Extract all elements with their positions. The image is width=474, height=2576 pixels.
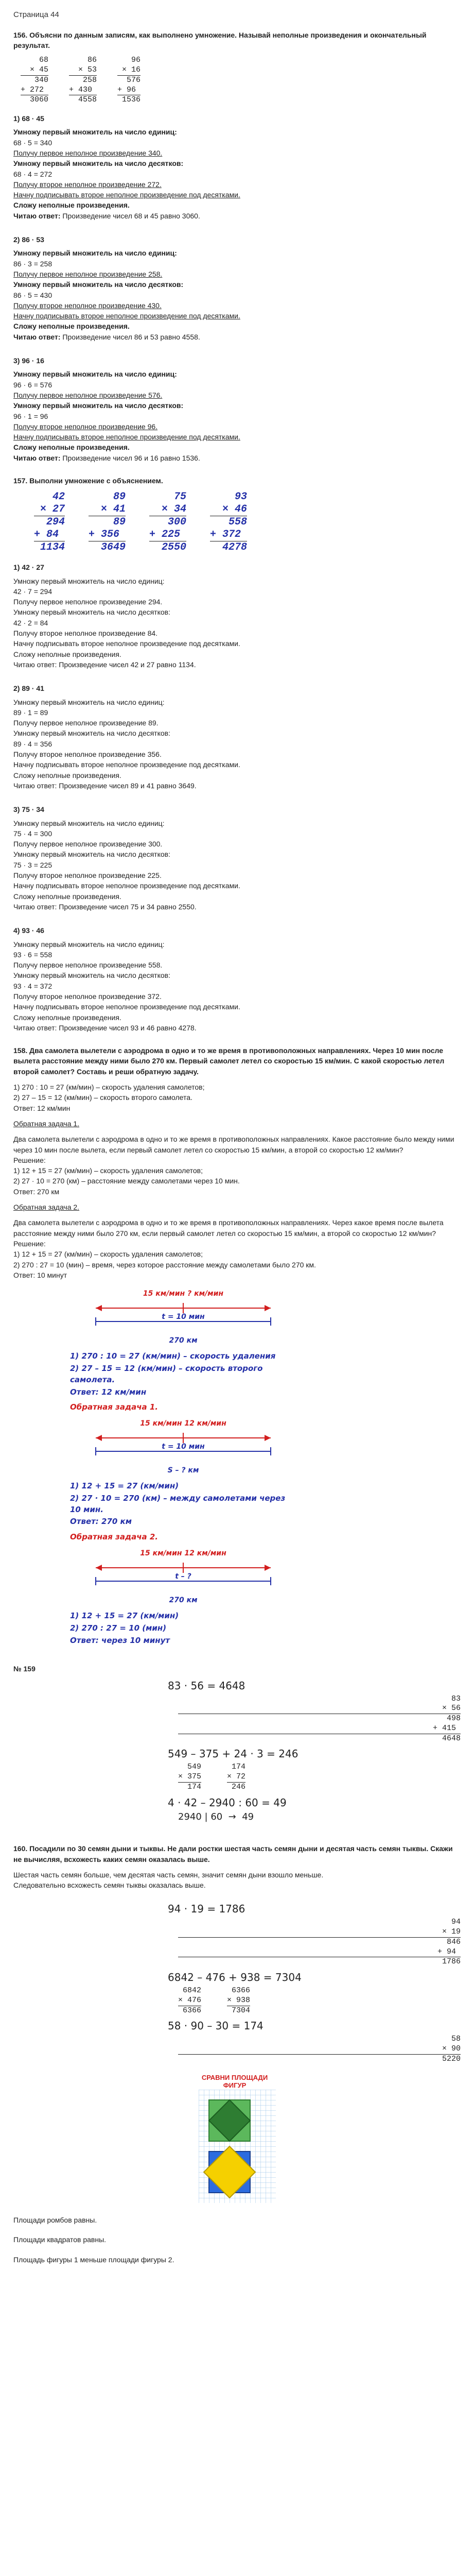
p156-part-2-line: 86 · 5 = 430 xyxy=(13,291,52,299)
inverse-1-text: Два самолета вылетели с аэродрома в одно и то же время в противоположных направлениях. Какое расстояние было между ними через 10 мин после вылета, если первый самолет летел со скоростью 15 км/мин, а второй со скоростью 12 км/мин? xyxy=(13,1135,457,1154)
p159-add-a: 174 xyxy=(232,1762,246,1772)
figure-shapes xyxy=(199,2090,276,2203)
p157-part-1-line: 42 · 2 = 84 xyxy=(13,618,48,627)
hw-line-9: Ответ: через 10 минут xyxy=(70,1635,170,1645)
p157-col-3 xyxy=(149,491,186,554)
p157-part-2-line: Читаю ответ: Произведение чисел 89 и 41 равно 3649. xyxy=(13,781,197,790)
p157-col-1-a: 42 xyxy=(52,491,65,503)
p160-hw-row-3: 58 · 90 – 30 = 174 xyxy=(168,2020,264,2032)
p159-add-b: × 72 xyxy=(227,1772,246,1782)
page-header: Страница 44 xyxy=(13,10,59,19)
p157-part-2-line: Начну подписывать второе неполное произведение под десятками. xyxy=(13,760,240,769)
p157-col-2-p2: + 356 xyxy=(89,529,126,541)
compare-areas-figure xyxy=(199,2074,461,2206)
p157-part-4-line: 93 · 6 = 558 xyxy=(13,950,52,959)
p156-part-2-title: 2) 86 · 53 xyxy=(13,235,44,244)
p160-line-2: Следовательно всхожесть семян тыквы оказалась выше. xyxy=(13,1881,206,1890)
p156-part-1-line xyxy=(13,211,461,221)
p159-col-b: × 56 xyxy=(442,1704,461,1713)
hw-line-7: 1) 12 + 15 = 27 (км/мин) xyxy=(70,1611,179,1621)
end-line-2: Площади квадратов равны. xyxy=(13,2235,107,2244)
inverse-2-solution xyxy=(13,1249,461,1280)
p159-sub-result: 174 xyxy=(178,1782,201,1792)
inverse-2-line: Ответ: 10 минут xyxy=(13,1270,67,1279)
p157-col-1-b: × 27 xyxy=(40,503,65,516)
p160-column-multiplication-1 xyxy=(178,1918,461,1967)
p157-part-4-line: Получу первое неполное произведение 558. xyxy=(13,961,163,970)
p156-col-3-a: 96 xyxy=(131,56,141,65)
p156-part-1-title: 1) 68 · 45 xyxy=(13,114,44,123)
p156-part-2-line: 86 · 3 = 258 xyxy=(13,259,52,268)
p156-part-3-title: 3) 96 · 16 xyxy=(13,357,44,365)
p157-col-3-p2: + 225 xyxy=(149,529,187,541)
answer-label: Читаю ответ: xyxy=(13,332,61,341)
p159-sub-a: 549 xyxy=(187,1762,202,1772)
p156-part-2-line: Умножу первый множитель на число десятков: xyxy=(13,280,184,289)
spacer xyxy=(13,912,461,917)
p160-col-1-a: 94 xyxy=(451,1918,461,1927)
answer-text: Произведение чисел 96 и 16 равно 1536. xyxy=(60,453,200,462)
p156-part-3-line: Умножу первый множитель на число единиц: xyxy=(13,370,177,379)
p156-part-2-line: Получу второе неполное произведение 430. xyxy=(13,301,162,310)
p157-col-3-b: × 34 xyxy=(162,503,187,516)
p156-part-1-line: Начну подписывать второе неполное произведение под десятками. xyxy=(13,191,240,199)
hw-inverse-2-title: Обратная задача 2. xyxy=(70,1532,158,1542)
diagram-3-speed: 15 км/мин 12 км/мин xyxy=(140,1549,226,1557)
p156-col-2-b: × 53 xyxy=(78,65,97,75)
p156-col-2-a: 86 xyxy=(87,56,97,65)
diagram-2 xyxy=(91,1418,276,1476)
p157-part-3-line: Получу первое неполное произведение 300. xyxy=(13,840,163,849)
inverse-1-solution-label: Решение: xyxy=(13,1156,46,1164)
p159-add xyxy=(227,1762,245,1792)
p160-sub-result: 6366 xyxy=(178,2006,201,2016)
diagram-3-time: t – ? xyxy=(175,1572,191,1581)
p157-part-1-line: Читаю ответ: Произведение чисел 42 и 27 равно 1134. xyxy=(13,660,196,669)
diagram-2-speed: 15 км/мин 12 км/мин xyxy=(140,1419,226,1428)
p156-part-1-line: Умножу первый множитель на число десятков: xyxy=(13,159,184,168)
p157-col-4-p2: + 372 xyxy=(210,529,248,541)
p160-column-operations xyxy=(178,1986,461,2015)
diagram-3-distance: 270 км xyxy=(169,1596,198,1604)
p159-col xyxy=(178,1694,461,1744)
p157-part-4-line: Начну подписывать второе неполное произведение под десятками. xyxy=(13,1003,240,1011)
p157-part-4-line: 93 · 4 = 372 xyxy=(13,981,52,990)
p156-part-1-line: 68 · 4 = 272 xyxy=(13,170,52,178)
spacer xyxy=(13,670,461,675)
p160-column-multiplication-2 xyxy=(178,2035,461,2064)
hw-inverse-1-title: Обратная задача 1. xyxy=(70,1402,158,1412)
p157-col-4 xyxy=(210,491,247,554)
p157-col-3-a: 75 xyxy=(174,491,187,503)
diagram-3 xyxy=(91,1548,276,1605)
p159-add-result: 246 xyxy=(227,1782,245,1792)
answer-text: Произведение чисел 68 и 45 равно 3060. xyxy=(60,211,200,220)
p160-add-result: 7304 xyxy=(227,2006,250,2016)
hw-line-5: 2) 27 · 10 = 270 (км) – между самолетами через 10 мин. xyxy=(70,1493,286,1514)
problem-157-heading: 157. Выполни умножение с объяснением. xyxy=(13,477,163,485)
inverse-2-line: 2) 270 : 27 = 10 (мин) – время, через которое расстояние между самолетами было 270 км. xyxy=(13,1260,316,1269)
p156-part-2-line: Получу первое неполное произведение 258. xyxy=(13,269,163,278)
p159-col-result: 4648 xyxy=(178,1734,461,1744)
p157-part-2-title: 2) 89 · 41 xyxy=(13,684,44,693)
p157-part-4-line: Читаю ответ: Произведение чисел 93 и 46 равно 4278. xyxy=(13,1023,197,1032)
p156-col-2-p1: 258 xyxy=(69,75,97,86)
p160-col-1-b: × 19 xyxy=(442,1927,461,1937)
p156-col-2-p2: + 430 xyxy=(69,85,97,94)
p156-col-1-p2: + 272 xyxy=(21,85,49,94)
p156-col-2 xyxy=(69,56,97,105)
hw-line-1: 1) 270 : 10 = 27 (км/мин) – скорость удаления xyxy=(70,1351,276,1361)
p160-line-1: Шестая часть семян больше, чем десятая часть семян, значит семян дыни взошло меньше. xyxy=(13,1870,324,1879)
p159-column-multiplication xyxy=(178,1694,461,1744)
hw-line-2: 2) 27 – 15 = 12 (км/мин) – скорость второго самолета. xyxy=(70,1364,263,1384)
p157-part-3-line: Сложу неполные произведения. xyxy=(13,892,121,901)
problem-159-label: № 159 xyxy=(13,1665,36,1673)
p157-col-2 xyxy=(89,491,126,554)
inverse-2-line: 1) 12 + 15 = 27 (км/мин) – скорость удаления самолетов; xyxy=(13,1250,203,1259)
p156-part-2-line: Начну подписывать второе неполное произведение под десятками. xyxy=(13,312,240,320)
p157-part-3-line: Читаю ответ: Произведение чисел 75 и 34 равно 2550. xyxy=(13,902,197,911)
problem-159-handwritten xyxy=(168,1680,461,1823)
problem-156-heading: 156. Объясни по данным записям, как выполнено умножение. Называй неполные произведения и окончательный результат. xyxy=(13,30,427,50)
p156-part-3-line: 96 · 1 = 96 xyxy=(13,412,48,420)
p156-part-3-line: 96 · 6 = 576 xyxy=(13,380,52,389)
p157-part-3-line: Умножу первый множитель на число единиц: xyxy=(13,819,165,827)
p156-part-3-line xyxy=(13,453,461,463)
p157-part-4-title: 4) 93 · 46 xyxy=(13,926,44,935)
p157-col-1 xyxy=(34,491,65,554)
inverse-1-line: 2) 27 · 10 = 270 (км) – расстояние между самолетами через 10 мин. xyxy=(13,1177,240,1185)
p159-row-2: 549 – 375 + 24 · 3 = 246 xyxy=(168,1748,299,1760)
p157-part-1-line: 42 · 7 = 294 xyxy=(13,587,52,596)
p156-part-2-line: Умножу первый множитель на число единиц: xyxy=(13,249,177,258)
p159-sub-b: × 375 xyxy=(178,1772,202,1782)
spacer xyxy=(13,221,461,226)
p160-add xyxy=(227,1986,250,2015)
p159-column-operations xyxy=(178,1762,461,1792)
p157-col-4-b: × 46 xyxy=(222,503,248,516)
problem-158-solution xyxy=(13,1082,461,1113)
figure-title: СРАВНИ ПЛОЩАДИ ФИГУР xyxy=(201,2073,268,2090)
p157-part-1-title: 1) 42 · 27 xyxy=(13,563,44,572)
p156-part-1-line: Умножу первый множитель на число единиц: xyxy=(13,128,177,137)
p160-hw-row-2: 6842 – 476 + 938 = 7304 xyxy=(168,1971,302,1984)
p156-part-3-line: Получу первое неполное произведение 576. xyxy=(13,391,163,399)
p157-col-1-p1: 294 xyxy=(34,516,65,529)
inverse-2-title: Обратная задача 2. xyxy=(13,1203,80,1212)
p157-part-3-line: Начну подписывать второе неполное произведение под десятками. xyxy=(13,882,240,890)
p158-solution-line: Ответ: 12 км/мин xyxy=(13,1104,71,1112)
hw-line-8: 2) 270 : 27 = 10 (мин) xyxy=(70,1623,167,1633)
p157-col-4-p1: 558 xyxy=(210,516,247,529)
p156-part-3-line: Сложу неполные произведения. xyxy=(13,443,130,452)
p157-part-4-line: Сложу неполные произведения. xyxy=(13,1013,121,1022)
p160-sub-a: 6842 xyxy=(183,1986,202,1995)
p157-part-4-line: Умножу первый множитель на число единиц: xyxy=(13,940,165,948)
answer-label: Читаю ответ: xyxy=(13,453,61,462)
p160-col-1-p1: 846 xyxy=(178,1937,461,1947)
p156-part-1-line: Получу первое неполное произведение 340. xyxy=(13,148,163,157)
diagram-2-distance: S – ? км xyxy=(167,1466,199,1475)
p158-solution-line: 1) 270 : 10 = 27 (км/мин) – скорость удаления самолетов; xyxy=(13,1083,205,1092)
p159-col-a: 83 xyxy=(451,1694,461,1703)
problem-160-heading: 160. Посадили по 30 семян дыни и тыквы. Не дали ростки шестая часть семян дыни и десятая часть семян тыквы. Скажи не вычисляя, всхожесть каких семян оказалась выше. xyxy=(13,1844,453,1863)
p160-sub xyxy=(178,1986,201,2015)
p156-part-1-line: 68 · 5 = 340 xyxy=(13,138,52,147)
diagram-1-time: t = 10 мин xyxy=(162,1312,205,1321)
p157-part-2-line: Получу первое неполное произведение 89. xyxy=(13,719,159,727)
p157-part-2-line: Сложу неполные произведения. xyxy=(13,771,121,779)
p160-col-1 xyxy=(178,1918,461,1967)
p159-division-line: 2940 | 60 → 49 xyxy=(178,1811,254,1822)
p159-col-p1: 498 xyxy=(178,1714,461,1724)
diagram-1-speed: 15 км/мин ? км/мин xyxy=(143,1290,224,1298)
p157-col-2-result: 3649 xyxy=(89,541,126,554)
p159-division xyxy=(178,1811,461,1823)
p160-add-a: 6366 xyxy=(232,1986,251,1995)
p156-col-2-result: 4558 xyxy=(69,95,97,105)
spacer xyxy=(13,791,461,796)
p156-col-1 xyxy=(21,56,48,105)
p156-part-2-line: Сложу неполные произведения. xyxy=(13,322,130,331)
p156-col-3-b: × 16 xyxy=(122,65,141,75)
problem-158-handwritten-solution xyxy=(70,1289,296,1646)
problem-157-column-multiplications xyxy=(34,491,461,554)
problem-157-solutions xyxy=(13,562,461,1038)
problem-160-handwritten xyxy=(168,1903,461,2064)
problem-158-heading: 158. Два самолета вылетели с аэродрома в одно и то же время в противоположных направлениях. Через 10 мин после вылета расстояние между ними было 270 км. Первый самолет летел со скоростью 15 км/мин. С какой скоростью летел второй самолет? Составь и реши обратную задачу. xyxy=(13,1046,445,1076)
p160-col-1-p2: + 94 xyxy=(437,1947,461,1956)
hw-line-3: Ответ: 12 км/мин xyxy=(70,1387,147,1397)
spacer xyxy=(13,342,461,347)
p157-col-2-a: 89 xyxy=(113,491,126,503)
p156-part-1-line: Сложу неполные произведения. xyxy=(13,201,130,210)
answer-label: Читаю ответ: xyxy=(13,211,61,220)
p157-part-1-line: Получу первое неполное произведение 294. xyxy=(13,598,163,606)
inverse-1-line: Ответ: 270 км xyxy=(13,1187,60,1196)
problem-156-solutions xyxy=(13,113,461,468)
p160-sub-b: × 476 xyxy=(178,1995,202,2005)
p157-part-4-line: Умножу первый множитель на число десятков: xyxy=(13,971,170,980)
p160-col-1-result: 1786 xyxy=(178,1957,461,1967)
spacer xyxy=(13,1033,461,1038)
hw-line-6: Ответ: 270 км xyxy=(70,1517,132,1527)
p156-part-2-line xyxy=(13,332,461,342)
p160-col-2-b: × 90 xyxy=(442,2044,461,2054)
p156-col-3-p2: + 96 xyxy=(117,85,141,94)
p157-part-1-line: Сложу неполные произведения. xyxy=(13,650,121,658)
p157-col-1-p2: + 84 xyxy=(34,529,65,541)
end-line-1: Площади ромбов равны. xyxy=(13,2216,97,2225)
diagram-1 xyxy=(91,1289,276,1346)
p157-col-4-a: 93 xyxy=(235,491,248,503)
diagram-2-time: t = 10 мин xyxy=(162,1442,205,1451)
p157-col-3-result: 2550 xyxy=(149,541,186,554)
p160-col-2-result: 5220 xyxy=(178,2054,461,2064)
answer-text: Произведение чисел 86 и 53 равно 4558. xyxy=(60,332,200,341)
p156-col-3-p1: 576 xyxy=(117,75,141,86)
p160-add-b: × 938 xyxy=(227,1995,251,2005)
p156-col-3 xyxy=(117,56,141,105)
p156-part-3-line: Начну подписывать второе неполное произведение под десятками. xyxy=(13,433,240,442)
p157-part-3-line: 75 · 3 = 225 xyxy=(13,860,52,869)
p157-part-1-line: Умножу первый множитель на число единиц: xyxy=(13,577,165,585)
end-line-3: Площадь фигуры 1 меньше площади фигуры 2. xyxy=(13,2255,174,2264)
p157-part-1-line: Умножу первый множитель на число десятков: xyxy=(13,608,170,617)
p156-col-1-p1: 340 xyxy=(21,75,48,86)
p157-col-2-p1: 89 xyxy=(89,516,126,529)
inverse-2-solution-label: Решение: xyxy=(13,1239,46,1248)
p159-col-p2: + 415 xyxy=(432,1723,461,1733)
p156-col-1-result: 3060 xyxy=(21,95,48,105)
inverse-1-line: 1) 12 + 15 = 27 (км/мин) – скорость удаления самолетов; xyxy=(13,1166,203,1175)
p156-part-3-line: Умножу первый множитель на число десятков: xyxy=(13,401,184,410)
p157-part-2-line: Получу второе неполное произведение 356. xyxy=(13,750,162,759)
inverse-2-text: Два самолета вылетели с аэродрома в одно и то же время в противоположных направлениях. Через какое время после вылета расстояние между ними было 270 км, если первый самолет летел со скоростью 15 км/мин, а второй со скоростью 12 км/мин? xyxy=(13,1218,446,1238)
hw-line-4: 1) 12 + 15 = 27 (км/мин) xyxy=(70,1481,179,1491)
p157-part-2-line: 89 · 1 = 89 xyxy=(13,708,48,717)
p157-col-4-result: 4278 xyxy=(210,541,247,554)
p160-hw-row-1: 94 · 19 = 1786 xyxy=(168,1903,245,1916)
p157-part-2-line: Умножу первый множитель на число десятков: xyxy=(13,729,170,738)
p156-col-1-b: × 45 xyxy=(30,65,49,75)
p156-col-3-result: 1536 xyxy=(117,95,141,105)
p158-solution-line: 2) 27 – 15 = 12 (км/мин) – скорость второго самолета. xyxy=(13,1093,192,1102)
inverse-1-title: Обратная задача 1. xyxy=(13,1119,80,1128)
diagram-1-distance: 270 км xyxy=(169,1336,198,1345)
p157-part-2-line: 89 · 4 = 356 xyxy=(13,739,52,748)
p157-part-1-line: Получу второе неполное произведение 84. xyxy=(13,629,158,638)
p157-col-3-p1: 300 xyxy=(149,516,186,529)
p159-row-3: 4 · 42 – 2940 : 60 = 49 xyxy=(168,1796,287,1809)
p157-part-1-line: Начну подписывать второе неполное произведение под десятками. xyxy=(13,639,240,648)
p157-col-1-result: 1134 xyxy=(34,541,65,554)
inverse-1-solution xyxy=(13,1165,461,1197)
p157-part-3-line: Умножу первый множитель на число десятков: xyxy=(13,850,170,859)
p157-col-2-b: × 41 xyxy=(101,503,126,516)
p157-part-3-title: 3) 75 · 34 xyxy=(13,805,44,814)
p156-col-1-a: 68 xyxy=(39,56,49,65)
p156-part-1-line: Получу второе неполное произведение 272. xyxy=(13,180,162,189)
problem-156-column-multiplications xyxy=(21,56,461,105)
p157-part-3-line: 75 · 4 = 300 xyxy=(13,829,52,838)
p160-col-2-a: 58 xyxy=(451,2035,461,2044)
p159-row-1: 83 · 56 = 4648 xyxy=(168,1679,245,1692)
spacer xyxy=(13,463,461,468)
p157-part-4-line: Получу второе неполное произведение 372. xyxy=(13,992,162,1001)
p160-col-2 xyxy=(178,2035,461,2064)
p159-sub xyxy=(178,1762,201,1792)
p157-part-2-line: Умножу первый множитель на число единиц: xyxy=(13,698,165,706)
p157-part-3-line: Получу второе неполное произведение 225. xyxy=(13,871,162,880)
p156-part-3-line: Получу второе неполное произведение 96. xyxy=(13,422,158,431)
